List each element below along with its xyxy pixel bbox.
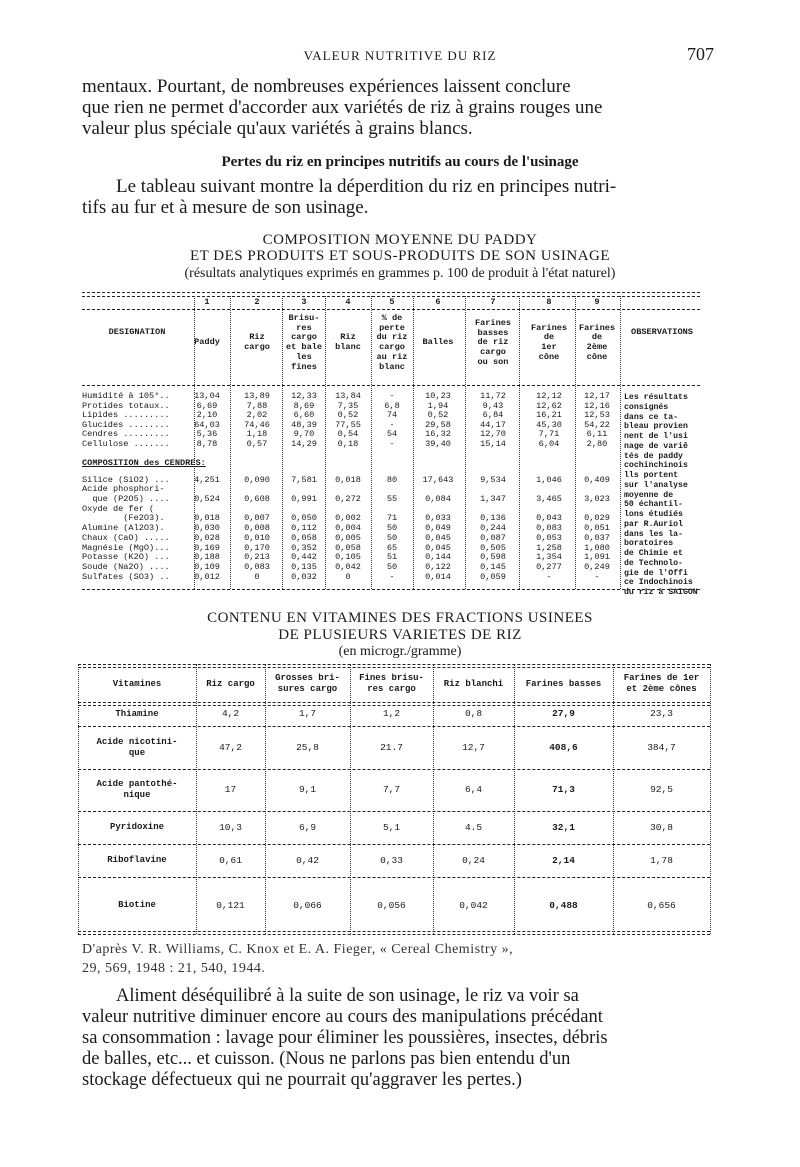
- table-cell: 25,8: [296, 741, 319, 753]
- table-cell: 0,045: [425, 542, 451, 553]
- column-header: Balles: [422, 337, 454, 347]
- table-cell: 71: [386, 513, 398, 524]
- column-number: 4: [345, 297, 351, 307]
- table-cell: 77,55: [335, 419, 361, 430]
- observation-line: consignés: [624, 402, 669, 412]
- table-cell: 0,053: [536, 532, 562, 543]
- table-cell: 0,050: [291, 513, 317, 524]
- row-label: Alumine (Al2O3).: [82, 523, 165, 534]
- table-cell: -: [389, 419, 395, 430]
- table-cell: 0,145: [480, 561, 506, 572]
- table-cell: 16,21: [536, 410, 562, 421]
- table-cell: 0,169: [194, 542, 220, 553]
- column-header: Paddy: [194, 337, 220, 347]
- vitamin-name: Acide nicotini- que: [96, 736, 178, 758]
- table-cell: 0,032: [291, 571, 317, 582]
- table-rule: [78, 877, 710, 878]
- table-cell: 0,136: [480, 513, 506, 524]
- table-cell: 32,1: [552, 821, 575, 833]
- text-line: valeur plus spéciale qu'aux variétés à grains blancs.: [82, 118, 473, 139]
- table-cell: 27,9: [552, 708, 575, 719]
- observations-column: [624, 393, 704, 598]
- table-cell: 13,89: [244, 391, 270, 401]
- table-cell: 6,11: [586, 429, 608, 440]
- table-rule: [78, 811, 710, 812]
- table-cell: 74,46: [244, 419, 270, 430]
- table-cell: 0,656: [647, 899, 676, 911]
- conclusion-paragraph: [82, 986, 717, 1091]
- table-cell: 0,277: [536, 561, 562, 572]
- table-cell: 0,42: [296, 854, 319, 866]
- table1-caption-subtitle: ET DES PRODUITS ET SOUS-PRODUITS DE SON USINAGE: [189, 248, 611, 264]
- table-cell: 92,5: [650, 784, 673, 795]
- table-cell: 12,16: [584, 400, 610, 411]
- table-cell: 0,112: [291, 523, 317, 534]
- column-separator: [514, 664, 515, 934]
- row-label: que (P2O5) ....: [82, 494, 170, 504]
- citation-line: D'après V. R. Williams, C. Knox et E. A. Fieger, « Cereal Chemistry »,: [82, 942, 514, 957]
- table-cell: 0,33: [380, 854, 403, 866]
- table-cell: 0,57: [246, 439, 268, 449]
- table-cell: 0,005: [335, 532, 361, 543]
- table-cell: 1,94: [427, 400, 449, 411]
- table-cell: 54,22: [584, 419, 610, 430]
- column-header: Farines basses de riz cargo ou son: [474, 317, 512, 367]
- table-cell: 9,534: [480, 474, 506, 485]
- table-cell: 0,014: [425, 571, 451, 582]
- table-cell: 29,58: [425, 419, 451, 430]
- row-label: Protides totaux..: [82, 400, 170, 411]
- table-cell: 3,465: [536, 494, 562, 504]
- observation-line: nage de variê: [624, 441, 688, 451]
- observation-line: de Chimie et: [624, 549, 683, 558]
- table-rule: [78, 702, 710, 703]
- row-label: Lipides .........: [82, 410, 170, 421]
- table-cell: 12,62: [536, 400, 562, 411]
- table-cell: 8,78: [196, 439, 218, 449]
- text-line: de balles, etc... et cuisson. (Nous ne parlons pas bien entendu d'un: [82, 1049, 571, 1069]
- table-cell: 7,35: [337, 400, 359, 411]
- table-cell: 0,272: [335, 494, 361, 504]
- table-cell: 0,608: [244, 494, 270, 504]
- row-label: Silice (SiO2) ...: [82, 474, 170, 485]
- table-cell: 0,188: [194, 552, 220, 563]
- table-cell: 6,9: [298, 821, 317, 833]
- table-cell: 44,17: [480, 419, 506, 430]
- table-cell: 74: [386, 410, 398, 421]
- table-cell: 0,087: [480, 532, 506, 543]
- table-cell: 0,056: [377, 899, 406, 911]
- table-cell: 0,037: [584, 532, 610, 543]
- table-cell: 12,53: [584, 410, 610, 421]
- table-cell: 0,121: [216, 899, 245, 911]
- column-separator: [433, 664, 434, 934]
- observation-line: moyenne de: [624, 490, 674, 500]
- observation-line: cochinchinois: [624, 461, 688, 471]
- observation-line: lons étudiés: [624, 510, 683, 519]
- table-cell: 2,14: [552, 854, 575, 866]
- table-cell: 14,29: [291, 439, 317, 449]
- table-cell: 9,1: [298, 784, 317, 795]
- table-cell: 0,409: [584, 474, 610, 485]
- table-cell: 0,170: [244, 542, 270, 553]
- column-number: 5: [389, 297, 395, 307]
- table-cell: 13,84: [335, 391, 361, 401]
- column-number: 7: [490, 297, 496, 307]
- table-cell: 1,080: [584, 542, 610, 553]
- table-cell: 54: [386, 429, 398, 440]
- table-cell: 0,083: [244, 561, 270, 572]
- row-label: Sulfates (SO3) ..: [82, 571, 170, 582]
- table-cell: 0,002: [335, 513, 361, 524]
- observation-line: 50 échantil-: [624, 500, 683, 510]
- table-row: [82, 573, 700, 583]
- page-number: 707: [687, 44, 714, 64]
- table-row: [82, 476, 700, 486]
- table-cell: 45,30: [536, 419, 562, 430]
- column-separator: [196, 664, 197, 934]
- table-rule: [82, 385, 700, 386]
- vitamin-name: Biotine: [118, 900, 156, 910]
- row-label: Glucides ........: [82, 419, 170, 430]
- table-rule: [78, 667, 710, 668]
- table-cell: 17,643: [422, 474, 454, 485]
- table-cell: 2,10: [196, 410, 218, 421]
- table-cell: 50: [386, 523, 398, 534]
- column-header: Riz cargo: [206, 679, 255, 689]
- table-cell: 21.7: [380, 741, 403, 753]
- table-cell: 65: [386, 542, 398, 553]
- table-cell: 0,029: [584, 513, 610, 524]
- table-cell: 1,7: [298, 708, 317, 719]
- table-cell: 0,059: [480, 571, 506, 582]
- column-header: % de perte du riz cargo au riz blanc: [376, 313, 408, 372]
- row-label: Oxyde de fer (: [82, 503, 155, 514]
- table-cell: 3,023: [584, 494, 610, 504]
- table-cell: 0,135: [291, 561, 317, 572]
- table-cell: -: [546, 571, 552, 582]
- table-cell: 0,991: [291, 494, 317, 504]
- column-number: 1: [204, 297, 210, 307]
- table2-caption-subtitle: DE PLUSIEURS VARIETES DE RIZ: [278, 627, 522, 643]
- table-cell: 12,33: [291, 391, 317, 401]
- table-cell: 16,32: [425, 429, 451, 440]
- section-paragraph: [82, 176, 717, 218]
- observation-line: par R.Auriol: [624, 519, 683, 529]
- table-cell: 0,105: [335, 552, 361, 563]
- table-cell: 0,244: [480, 523, 506, 534]
- table-cell: 64,03: [194, 419, 220, 430]
- table-row: [82, 495, 700, 505]
- table-cell: 0,042: [459, 899, 488, 911]
- table-cell: 1,354: [536, 552, 562, 563]
- table-cell: 0,8: [464, 708, 483, 719]
- citation-line: 29, 569, 1948 : 21, 540, 1944.: [82, 961, 266, 976]
- table-cell: 0,109: [194, 561, 220, 572]
- column-header: Riz cargo: [244, 332, 270, 352]
- table-cell: 1,18: [246, 429, 268, 440]
- table-rule: [82, 589, 700, 590]
- table-cell: 0,488: [549, 899, 578, 911]
- vitamin-name: Riboflavine: [107, 855, 167, 865]
- table-cell: 0,090: [244, 474, 270, 485]
- table-cell: 50: [386, 561, 398, 572]
- table-cell: 0,004: [335, 523, 361, 534]
- table-cell: 48,39: [291, 419, 317, 430]
- table-cell: 6,69: [196, 400, 218, 411]
- table-cell: 0,352: [291, 542, 317, 553]
- table-cell: 0,058: [291, 532, 317, 543]
- table-cell: 7,7: [382, 784, 401, 795]
- table-cell: 0,066: [293, 899, 322, 911]
- table-cell: 0,61: [219, 854, 242, 866]
- vitamin-name: Pyridoxine: [109, 822, 164, 832]
- table-rule: [78, 844, 710, 845]
- text-line: sa consommation : lavage pour éliminer les poussières, insectes, débris: [82, 1028, 608, 1048]
- table-cell: 0,084: [425, 494, 451, 504]
- table-cell: 384,7: [647, 741, 676, 753]
- table-cell: 0,083: [536, 523, 562, 534]
- table-cell: 0,049: [425, 523, 451, 534]
- table-cell: -: [594, 571, 600, 582]
- row-label: Soude (Na2O) ....: [82, 561, 170, 572]
- column-number: 8: [546, 297, 552, 307]
- column-header: Vitamines: [112, 679, 162, 689]
- row-label: (Fe2O3).: [82, 513, 165, 524]
- table-cell: 0,030: [194, 523, 220, 534]
- row-label: Magnésie (MgO)...: [82, 542, 170, 553]
- table-cell: 0,524: [194, 494, 220, 504]
- observation-line: bleau provien: [624, 422, 688, 432]
- table1-caption-title: COMPOSITION MOYENNE DU PADDY: [262, 232, 538, 248]
- column-separator: [613, 664, 614, 934]
- table-cell: 6,84: [482, 410, 504, 421]
- column-number: 9: [594, 297, 600, 307]
- table-cell: 17: [224, 784, 237, 795]
- table-cell: 1,258: [536, 542, 562, 553]
- running-title: VALEUR NUTRITIVE DU RIZ: [303, 48, 497, 63]
- column-header: Brisu- res cargo et bale les fines: [285, 313, 323, 372]
- column-separator: [710, 664, 711, 934]
- text-line: tifs au fur et à mesure de son usinage.: [82, 197, 369, 218]
- table-cell: 0,442: [291, 552, 317, 563]
- table2-caption-title: CONTENU EN VITAMINES DES FRACTIONS USINEES: [207, 610, 593, 626]
- table-cell: 8,69: [293, 400, 315, 411]
- table-cell: 0,249: [584, 561, 610, 572]
- table-cell: 0,144: [425, 552, 451, 563]
- table-cell: 12,17: [584, 391, 610, 401]
- column-header: Riz blanchi: [443, 679, 504, 689]
- table-cell: 0,213: [244, 552, 270, 563]
- text-line: Aliment déséquilibré à la suite de son usinage, le riz va voir sa: [116, 986, 579, 1006]
- table-cell: 50: [386, 532, 398, 543]
- table-cell: -: [389, 391, 395, 401]
- table-cell: 7,88: [246, 400, 268, 411]
- table-rule: [78, 726, 710, 727]
- text-line: mentaux. Pourtant, de nombreuses expériences laissent conclure: [82, 76, 571, 97]
- table-cell: 1,347: [480, 494, 506, 504]
- column-number: 3: [301, 297, 307, 307]
- row-label: Cendres .........: [82, 429, 170, 440]
- table-cell: 2,80: [586, 439, 608, 449]
- row-label: Cellulose .......: [82, 439, 170, 449]
- table-cell: 80: [386, 474, 398, 485]
- table-cell: 47,2: [219, 741, 242, 753]
- table-row: [82, 440, 700, 450]
- ash-section-heading: COMPOSITION des CENDRES:: [82, 457, 206, 468]
- table-cell: 4,2: [221, 708, 240, 719]
- table-cell: -: [389, 439, 395, 449]
- table-cell: 0,018: [194, 513, 220, 524]
- table-cell: 5,36: [196, 429, 218, 440]
- column-number: 2: [254, 297, 260, 307]
- table-cell: 1,046: [536, 474, 562, 485]
- column-header: Farines de 1er cône: [530, 322, 568, 362]
- table-cell: 55: [386, 494, 398, 504]
- column-header: Fines brisu- res cargo: [359, 673, 424, 694]
- table-cell: 0,028: [194, 532, 220, 543]
- text-line: que rien ne permet d'accorder aux variétés de riz à grains rouges une: [82, 97, 603, 118]
- table-cell: 4,251: [194, 474, 220, 485]
- table-cell: 1,091: [584, 552, 610, 563]
- table-cell: 4.5: [464, 821, 483, 833]
- source-citation: [82, 940, 717, 978]
- table2-caption-unit: (en microgr./gramme): [338, 644, 462, 659]
- text-line: valeur nutritive diminuer encore au cours des manipulations précédant: [82, 1007, 603, 1027]
- row-label: Humidité à 105°..: [82, 391, 170, 401]
- column-header: Farines de 1er et 2ème cônes: [623, 673, 700, 694]
- table-cell: 0,018: [335, 474, 361, 485]
- row-label: Acide phosphori-: [82, 484, 165, 495]
- table-cell: 13,04: [194, 391, 220, 401]
- observation-line: de Technolo-: [624, 558, 683, 568]
- vitamin-table: [78, 664, 710, 934]
- table-cell: 71,3: [552, 784, 575, 795]
- table-cell: 12,12: [536, 391, 562, 401]
- table-cell: 0,122: [425, 561, 451, 572]
- intro-paragraph: [82, 76, 717, 139]
- table1-caption-note: (résultats analytiques exprimés en grammes p. 100 de produit à l'état naturel): [184, 266, 616, 281]
- table-cell: 0: [345, 571, 351, 582]
- table-cell: 11,72: [480, 391, 506, 401]
- column-header-designation: DESIGNATION: [108, 327, 166, 337]
- table-rule: [82, 292, 700, 293]
- column-header-observations: OBSERVATIONS: [631, 327, 693, 337]
- section-heading: Pertes du riz en principes nutritifs au cours de l'usinage: [221, 154, 579, 170]
- table-rule: [78, 934, 710, 935]
- running-header: [0, 44, 800, 68]
- table-cell: 0,051: [584, 523, 610, 534]
- table-rule: [82, 309, 700, 310]
- table-cell: 12,70: [480, 429, 506, 440]
- column-header: Farines de 2ème cône: [578, 322, 616, 362]
- table-cell: 0,24: [462, 854, 485, 866]
- vitamin-name: Acide pantothé- nique: [96, 779, 178, 800]
- observation-line: boratoires: [624, 539, 674, 549]
- observation-line: lls portent: [624, 471, 679, 480]
- table-cell: 0,54: [337, 429, 359, 440]
- table-cell: 10,23: [425, 391, 451, 401]
- column-separator: [350, 664, 351, 934]
- row-label: Potasse (K2O) ...: [82, 552, 170, 563]
- observation-line: gie de l'Offi: [624, 568, 688, 578]
- table-cell: 9,70: [293, 429, 315, 440]
- table-cell: 7,71: [538, 429, 560, 440]
- table-cell: 6,4: [464, 784, 483, 795]
- table-cell: 1,2: [382, 708, 401, 719]
- row-label: Chaux (CaO) .....: [82, 532, 170, 543]
- table-cell: 0,007: [244, 513, 270, 524]
- table-rule: [78, 664, 710, 665]
- table-cell: 0,045: [425, 532, 451, 543]
- table-cell: 0,52: [337, 410, 359, 421]
- observation-line: sur l'analyse: [624, 480, 688, 490]
- column-number: 6: [435, 297, 441, 307]
- table-cell: 0,043: [536, 513, 562, 524]
- table-cell: 408,6: [549, 741, 578, 753]
- column-separator: [78, 664, 79, 934]
- table-cell: 51: [386, 552, 398, 563]
- table-cell: 0,18: [337, 439, 359, 449]
- table-cell: 10,3: [219, 821, 242, 833]
- table-cell: 5,1: [382, 821, 401, 833]
- table-cell: 0,008: [244, 523, 270, 534]
- table-cell: 6,04: [538, 439, 560, 449]
- observation-line: ce Indochinois: [624, 578, 693, 588]
- table-rule: [78, 769, 710, 770]
- column-header: Riz blanc: [335, 332, 361, 352]
- observation-line: tés de paddy: [624, 451, 683, 461]
- text-line: Le tableau suivant montre la déperdition du riz en principes nutri-: [116, 176, 617, 197]
- column-header: Farines basses: [525, 679, 602, 689]
- table-cell: 0,010: [244, 532, 270, 543]
- table-cell: 0,52: [427, 410, 449, 421]
- table-cell: 7,581: [291, 474, 317, 485]
- text-line: stockage défectueux qui ne pourrait qu'aggraver les pertes.): [82, 1070, 522, 1090]
- table-cell: 23,3: [650, 708, 673, 719]
- observation-line: Les résultats: [624, 393, 688, 402]
- table-cell: -: [389, 571, 395, 582]
- table-cell: 0,042: [335, 561, 361, 572]
- table-rule: [78, 705, 710, 706]
- table-cell: 12,7: [462, 741, 485, 753]
- table-cell: 0,012: [194, 571, 220, 582]
- vitamin-name: Thiamine: [115, 708, 159, 719]
- column-header: Grosses bri- sures cargo: [275, 673, 340, 694]
- table-cell: 6,60: [293, 410, 315, 421]
- observation-line: dans les la-: [624, 529, 683, 539]
- table-rule: [78, 931, 710, 932]
- table-cell: 0: [254, 571, 260, 582]
- observation-line: du riz à SAIGON: [624, 588, 698, 597]
- table-cell: 0,058: [335, 542, 361, 553]
- table-cell: 2,02: [246, 410, 268, 421]
- column-separator: [265, 664, 266, 934]
- table-cell: 39,40: [425, 439, 451, 449]
- table-cell: 0,598: [480, 552, 506, 563]
- table-cell: 30,8: [650, 821, 673, 833]
- observation-line: nent de l'usi: [624, 432, 688, 441]
- table-cell: 9,43: [482, 400, 504, 411]
- table-cell: 6,8: [384, 400, 400, 411]
- table-cell: 0,505: [480, 542, 506, 553]
- table-cell: 0,033: [425, 513, 451, 524]
- table-cell: 15,14: [480, 439, 506, 449]
- table-cell: 1,78: [650, 854, 673, 866]
- observation-line: dans ce ta-: [624, 412, 679, 422]
